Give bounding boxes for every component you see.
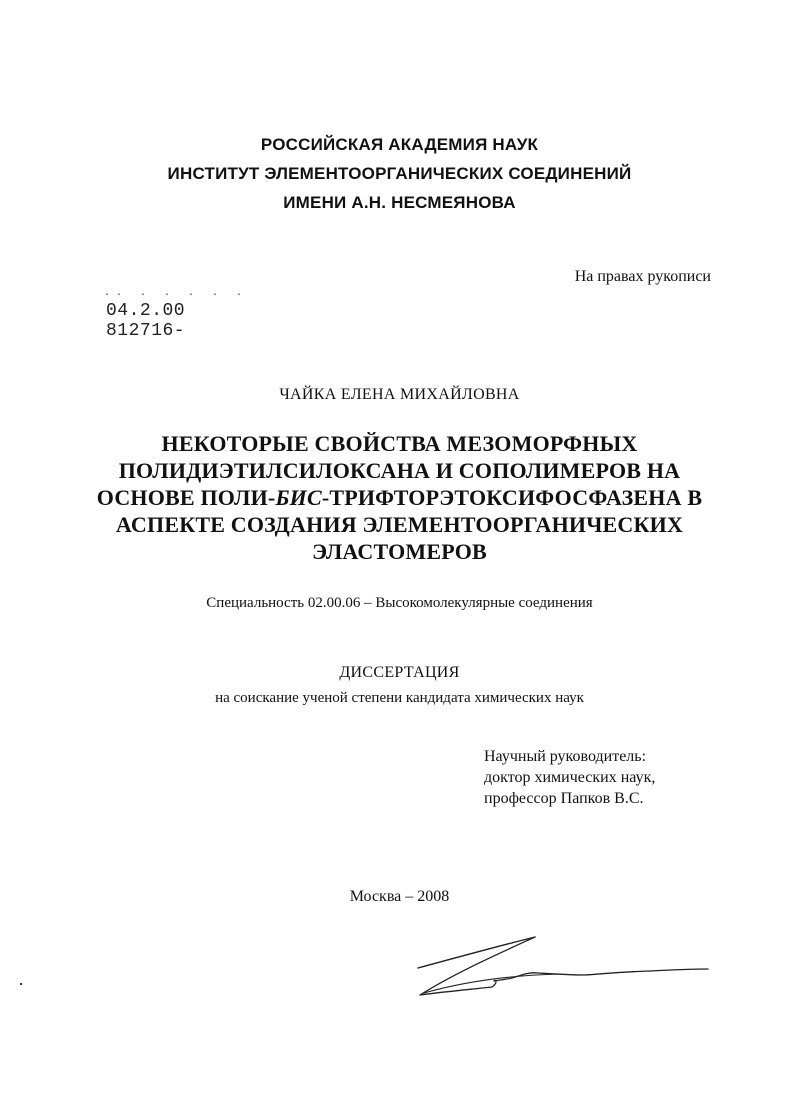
title-line: АСПЕКТЕ СОЗДАНИЯ ЭЛЕМЕНТООРГАНИЧЕСКИХ: [115, 512, 684, 537]
city-year: Москва – 2008: [349, 888, 450, 905]
specialty: Специальность 02.00.06 – Высокомолекулярные соединения: [206, 595, 593, 611]
title-line: ЭЛАСТОМЕРОВ: [312, 539, 487, 564]
institute-name: ИНСТИТУТ ЭЛЕМЕНТООРГАНИЧЕСКИХ СОЕДИНЕНИЙ: [167, 164, 632, 183]
supervisor-name: профессор Папков В.С.: [484, 790, 644, 807]
title-text: -ТРИФТОРЭТОКСИФОСФАЗЕНА В: [321, 485, 703, 510]
academy-name: РОССИЙСКАЯ АКАДЕМИЯ НАУК: [260, 135, 539, 154]
title-line: [0, 484, 799, 511]
signature: [410, 925, 710, 1005]
supervisor-label: Научный руководитель:: [484, 748, 647, 765]
institute-name-suffix: ИМЕНИ А.Н. НЕСМЕЯНОВА: [283, 193, 516, 212]
work-type: ДИССЕРТАЦИЯ: [339, 664, 460, 681]
supervisor-block: [484, 746, 655, 809]
title-line: ПОЛИДИЭТИЛСИЛОКСАНА И СОПОЛИМЕРОВ НА: [118, 458, 681, 483]
title-line: НЕКОТОРЫЕ СВОЙСТВА МЕЗОМОРФНЫХ: [161, 431, 638, 456]
archive-number: 04.2.00 812716-: [106, 301, 186, 341]
title-italic-text: БИС: [275, 485, 322, 510]
degree-sought: на соискание ученой степени кандидата химических наук: [215, 690, 584, 706]
thesis-title: [0, 430, 799, 565]
author-name: ЧАЙКА ЕЛЕНА МИХАЙЛОВНА: [279, 386, 520, 403]
archive-stamp: [104, 290, 274, 341]
title-text: ОСНОВЕ ПОЛИ-: [96, 485, 276, 510]
supervisor-degree: доктор химических наук,: [484, 769, 656, 786]
rights-note: На правах рукописи: [574, 268, 711, 285]
scan-speck: [20, 983, 22, 985]
stamp-dots: ·· · · · · ·: [104, 290, 249, 301]
